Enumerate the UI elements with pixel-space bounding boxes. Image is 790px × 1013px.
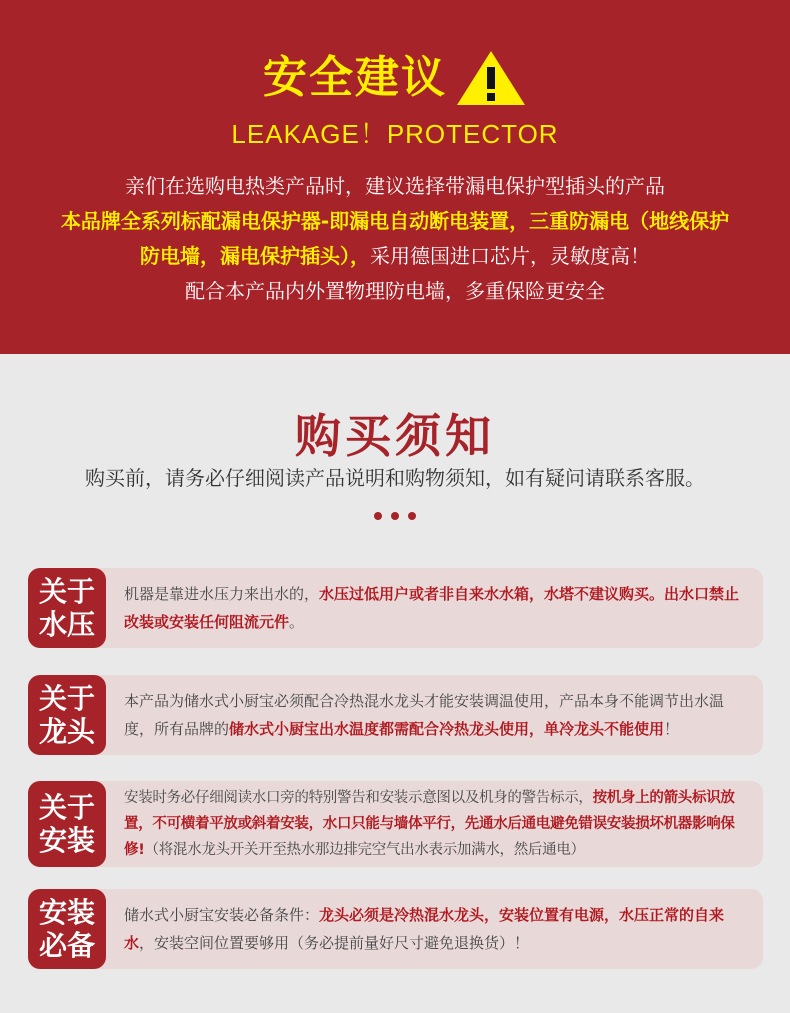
card-text: [124, 889, 751, 969]
card-badge: [28, 568, 106, 648]
card-badge-line: 安装: [38, 896, 95, 929]
notice-card-water-pressure: [28, 568, 763, 648]
dot-icon: [374, 512, 382, 520]
safety-line-4: 配合本产品内外置物理防电墙，多重保险更安全: [185, 279, 605, 303]
card-text-part: ，安装空间位置要够用（务必提前量好尺寸避免退换货）！: [139, 934, 530, 952]
notice-card-requirements: [28, 889, 763, 969]
card-badge-line: 水压: [38, 608, 95, 641]
card-badge-line: 龙头: [38, 715, 95, 748]
card-text-part: 本产品为储水式小厨宝必须配合冷热混水龙头才能安装调温使用，产品本身不能调节出水温度，所有品牌的: [124, 692, 725, 738]
card-text-part: 储水式小厨宝安装必备条件：: [124, 906, 320, 924]
card-badge: [28, 675, 106, 755]
safety-title-row: [0, 48, 790, 108]
divider-dots: [0, 512, 790, 520]
card-text-part: 安装时务必仔细阅读水口旁的特别警告和安装示意图以及机身的警告标示，: [124, 790, 593, 806]
safety-line-3: [0, 239, 790, 273]
safety-banner: [0, 0, 790, 354]
safety-line-2: 本品牌全系列标配漏电保护器-即漏电自动断电装置，三重防漏电（地线保护: [60, 209, 730, 233]
card-text: [124, 675, 751, 755]
card-text-emphasis: 按机身上的箭头标识放置，不可横着平放或斜着安装，水口只能与墙体平行，先通水后通电避免错误安装损坏机器影响保修!: [124, 790, 735, 858]
notice-card-faucet: [28, 675, 763, 755]
warning-triangle-icon: [455, 49, 527, 107]
safety-line-1: 亲们在选购电热类产品时，建议选择带漏电保护型插头的产品: [125, 174, 665, 198]
card-text-emphasis: 水压过低用户或者非自来水水箱，水塔不建议购买。出水口禁止改装或安装任何阻流元件: [124, 585, 740, 631]
card-text: [124, 568, 751, 648]
safety-title: 安全建议: [263, 52, 447, 103]
card-badge: [28, 781, 106, 867]
card-text-part: 。: [289, 613, 305, 631]
card-text-emphasis: 储水式小厨宝出水温度都需配合冷热龙头使用，单冷龙头不能使用: [229, 720, 665, 738]
card-badge-line: 必备: [38, 929, 95, 962]
notice-subtitle: 购买前，请务必仔细阅读产品说明和购物须知，如有疑问请联系客服。: [85, 466, 705, 490]
safety-line-3-highlight: 防电墙，漏电保护插头），: [140, 244, 370, 268]
card-badge-line: 关于: [38, 682, 95, 715]
safety-line-3-normal: 采用德国进口芯片，灵敏度高！: [370, 244, 650, 268]
dot-icon: [408, 512, 416, 520]
dot-icon: [391, 512, 399, 520]
card-text-part: （将混水龙头开关开至热水那边排完空气出水表示加满水，然后通电）: [144, 842, 585, 858]
notice-title: 购买须知: [295, 409, 495, 463]
card-badge: [28, 889, 106, 969]
card-text: [124, 781, 751, 867]
card-text-part: 机器是靠进水压力来出水的，: [124, 585, 320, 603]
card-text-emphasis: 龙头必须是冷热混水龙头，安装位置有电源，水压正常的自来水: [124, 906, 725, 952]
card-text-part: ！: [664, 720, 680, 738]
notice-card-installation: [28, 781, 763, 867]
card-badge-line: 安装: [38, 824, 95, 857]
safety-subtitle: LEAKAGE！PROTECTOR: [231, 119, 559, 149]
card-badge-line: 关于: [38, 791, 95, 824]
card-badge-line: 关于: [38, 575, 95, 608]
